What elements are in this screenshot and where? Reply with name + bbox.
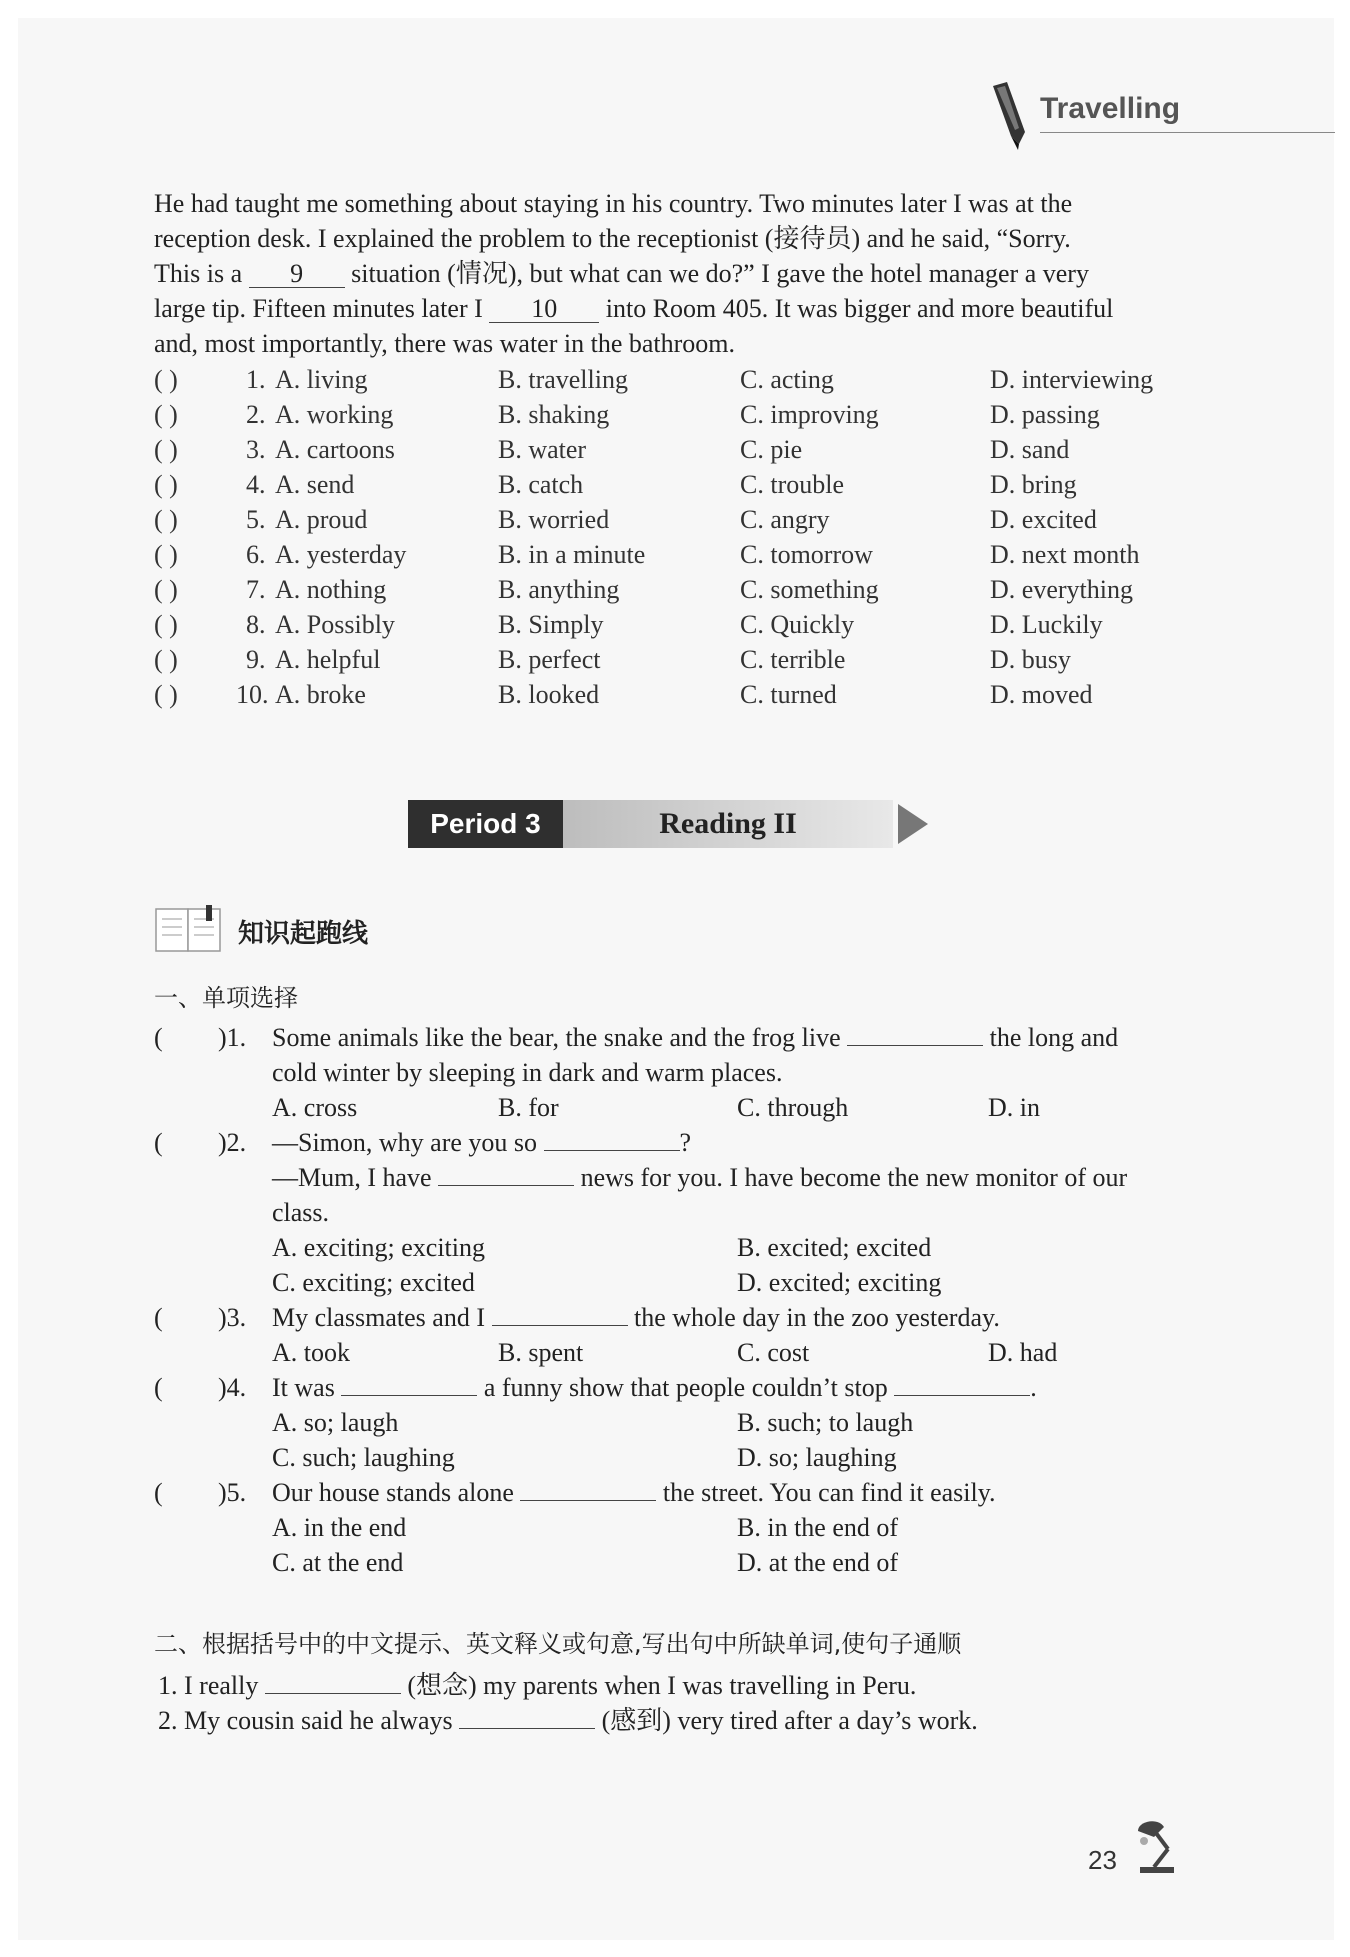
fill-sentence-2 <box>158 1703 1198 1738</box>
answer-paren[interactable]: ( <box>154 1303 163 1332</box>
question-stem <box>272 1125 1192 1300</box>
passage-line: and, most importantly, there was water in the bathroom. <box>154 329 736 358</box>
question-number: 4. <box>246 470 266 499</box>
passage-text: large tip. Fifteen minutes later I <box>154 294 490 323</box>
option-d: D. moved <box>990 680 1093 709</box>
answer-blank[interactable] <box>341 1395 477 1396</box>
option-b: B. shaking <box>498 400 610 429</box>
stem-line <box>272 1370 1192 1405</box>
option-c: C. terrible <box>740 645 846 674</box>
answer-paren[interactable]: ( <box>154 1373 163 1402</box>
option-c: C. at the end <box>272 1548 404 1577</box>
options-line <box>272 1510 1192 1545</box>
option-a: A. so; laugh <box>272 1408 399 1437</box>
fill-sentence-1 <box>158 1668 1198 1703</box>
option-c: C. something <box>740 575 879 604</box>
answer-blank[interactable] <box>520 1500 656 1501</box>
period-banner <box>408 800 928 848</box>
answer-blank[interactable] <box>894 1395 1030 1396</box>
option-a: A. Possibly <box>275 610 395 639</box>
question-stem <box>272 1475 1192 1580</box>
answer-blank[interactable] <box>438 1185 574 1186</box>
stem-line <box>272 1125 1192 1160</box>
option-d: D. busy <box>990 645 1071 674</box>
blank-10: 10 <box>489 296 599 323</box>
question-number: )3. <box>218 1303 247 1332</box>
option-a: A. cartoons <box>275 435 395 464</box>
cloze-passage <box>154 186 1184 361</box>
sentence-text: 1. I really <box>158 1671 265 1700</box>
passage-text: into Room 405. It was bigger and more beautiful <box>599 294 1114 323</box>
stem-line <box>272 1020 1192 1055</box>
option-b: B. excited; excited <box>737 1233 932 1262</box>
answer-paren[interactable]: ( ) <box>154 610 178 639</box>
answer-blank[interactable] <box>544 1150 680 1151</box>
option-d: D. interviewing <box>990 365 1154 394</box>
option-c: C. cost <box>737 1338 810 1367</box>
answer-paren[interactable]: ( ) <box>154 365 178 394</box>
option-b: B. catch <box>498 470 584 499</box>
chapter-title: Travelling <box>1040 92 1181 125</box>
option-b: B. spent <box>498 1338 584 1367</box>
options-line <box>272 1265 1192 1300</box>
options-line <box>272 1335 1192 1370</box>
stem-text: —Simon, why are you so <box>272 1128 544 1157</box>
option-d: D. Luckily <box>990 610 1103 639</box>
stem-line <box>272 1300 1192 1335</box>
option-c: C. pie <box>740 435 803 464</box>
stem-text: the whole day in the zoo yesterday. <box>627 1303 1000 1332</box>
option-c: C. angry <box>740 505 830 534</box>
passage-line: He had taught me something about staying in his country. Two minutes later I was at the <box>154 189 1073 218</box>
stem-text: My classmates and I <box>272 1303 492 1332</box>
option-c: C. turned <box>740 680 837 709</box>
option-d: D. everything <box>990 575 1133 604</box>
question-number: 7. <box>246 575 266 604</box>
question-stem <box>272 1300 1192 1370</box>
stem-line <box>272 1160 1192 1195</box>
option-a: A. cross <box>272 1093 358 1122</box>
lamp-icon <box>1124 1815 1184 1875</box>
stem-line <box>272 1475 1192 1510</box>
option-c: C. such; laughing <box>272 1443 455 1472</box>
option-b: B. such; to laugh <box>737 1408 914 1437</box>
options-line <box>272 1405 1192 1440</box>
question-number: 8. <box>246 610 266 639</box>
option-c: C. Quickly <box>740 610 855 639</box>
option-d: D. next month <box>990 540 1140 569</box>
question-number: 6. <box>246 540 266 569</box>
question-stem <box>272 1370 1192 1475</box>
options-line <box>272 1440 1192 1475</box>
option-d: D. so; laughing <box>737 1443 897 1472</box>
header-rule <box>1040 132 1335 133</box>
pen-icon <box>985 80 1035 150</box>
part1-heading: 一、单项选择 <box>154 984 298 1012</box>
option-b: B. water <box>498 435 587 464</box>
question-number: )5. <box>218 1478 247 1507</box>
question-number: 3. <box>246 435 266 464</box>
stem-text: It was <box>272 1373 342 1402</box>
option-d: D. had <box>988 1338 1058 1367</box>
stem-text: ? <box>679 1128 692 1157</box>
question-number: 10. <box>236 680 269 709</box>
option-d: D. sand <box>990 435 1070 464</box>
option-b: B. in the end of <box>737 1513 899 1542</box>
answer-blank[interactable] <box>492 1325 628 1326</box>
option-c: C. improving <box>740 400 879 429</box>
answer-paren[interactable]: ( ) <box>154 575 178 604</box>
section-title: 知识起跑线 <box>238 919 369 949</box>
blank-9: 9 <box>249 261 345 288</box>
option-c: C. acting <box>740 365 834 394</box>
sentence-text: (想念) my parents when I was travelling in Peru. <box>400 1671 917 1700</box>
option-d: D. at the end of <box>737 1548 899 1577</box>
stem-line: cold winter by sleeping in dark and warm places. <box>272 1058 783 1087</box>
options-line <box>272 1230 1192 1265</box>
option-b: B. looked <box>498 680 600 709</box>
answer-blank[interactable] <box>847 1045 983 1046</box>
answer-paren[interactable]: ( <box>154 1128 163 1157</box>
option-a: A. broke <box>275 680 366 709</box>
answer-paren[interactable]: ( <box>154 1478 163 1507</box>
answer-paren[interactable]: ( ) <box>154 400 178 429</box>
option-a: A. took <box>272 1338 350 1367</box>
passage-line <box>154 291 1184 326</box>
answer-paren[interactable]: ( ) <box>154 645 178 674</box>
options-line <box>272 1090 1192 1125</box>
book-icon <box>154 905 224 955</box>
answer-paren[interactable]: ( ) <box>154 680 178 709</box>
question-stem <box>272 1020 1192 1125</box>
question-number: )4. <box>218 1373 247 1402</box>
question-number: 9. <box>246 645 266 674</box>
option-c: C. exciting; excited <box>272 1268 475 1297</box>
question-number: 1. <box>246 365 266 394</box>
answer-paren[interactable]: ( ) <box>154 470 178 499</box>
answer-blank[interactable] <box>459 1728 595 1729</box>
sentence-text: (感到) very tired after a day’s work. <box>595 1706 978 1735</box>
stem-text: Our house stands alone <box>272 1478 521 1507</box>
option-d: D. passing <box>990 400 1100 429</box>
stem-text: —Mum, I have <box>272 1163 439 1192</box>
option-b: B. perfect <box>498 645 601 674</box>
answer-paren[interactable]: ( ) <box>154 505 178 534</box>
options-line <box>272 1545 1192 1580</box>
option-b: B. for <box>498 1093 559 1122</box>
part2-heading: 二、根据括号中的中文提示、英文释义或句意,写出句中所缺单词,使句子通顺 <box>154 1630 962 1658</box>
option-c: C. through <box>737 1093 849 1122</box>
question-1 <box>154 1020 1194 1125</box>
option-b: B. anything <box>498 575 620 604</box>
option-d: D. excited; exciting <box>737 1268 942 1297</box>
passage-line <box>154 256 1184 291</box>
page-number: 23 <box>1088 1845 1117 1875</box>
option-a: A. proud <box>275 505 368 534</box>
stem-text: news for you. I have become the new monitor of our <box>574 1163 1128 1192</box>
option-d: D. excited <box>990 505 1097 534</box>
option-c: C. trouble <box>740 470 844 499</box>
answer-blank[interactable] <box>265 1693 401 1694</box>
period-label: Period 3 <box>408 800 563 848</box>
arrow-right-icon <box>898 804 928 844</box>
stem-text: the long and <box>983 1023 1119 1052</box>
question-number: 5. <box>246 505 266 534</box>
question-number: )2. <box>218 1128 247 1157</box>
option-a: A. send <box>275 470 355 499</box>
stem-text: a funny show that people couldn’t stop <box>477 1373 895 1402</box>
page-header <box>985 80 1335 140</box>
option-a: A. nothing <box>275 575 387 604</box>
question-number: )1. <box>218 1023 247 1052</box>
option-d: D. bring <box>990 470 1077 499</box>
question-5 <box>154 1475 1194 1580</box>
option-a: A. working <box>275 400 394 429</box>
period-title: Reading II <box>563 800 893 848</box>
stem-text: the street. You can find it easily. <box>656 1478 996 1507</box>
question-number: 2. <box>246 400 266 429</box>
option-a: A. living <box>275 365 368 394</box>
sentence-text: 2. My cousin said he always <box>158 1706 460 1735</box>
answer-paren[interactable]: ( ) <box>154 435 178 464</box>
stem-text: . <box>1030 1373 1037 1402</box>
option-a: A. yesterday <box>275 540 407 569</box>
stem-text: Some animals like the bear, the snake and the frog live <box>272 1023 848 1052</box>
option-b: B. travelling <box>498 365 628 394</box>
question-3 <box>154 1300 1194 1370</box>
question-2 <box>154 1125 1194 1300</box>
answer-paren[interactable]: ( <box>154 1023 163 1052</box>
stem-line: class. <box>272 1198 330 1227</box>
option-b: B. worried <box>498 505 610 534</box>
option-b: B. in a minute <box>498 540 646 569</box>
answer-paren[interactable]: ( ) <box>154 540 178 569</box>
option-d: D. in <box>988 1093 1040 1122</box>
option-a: A. exciting; exciting <box>272 1233 486 1262</box>
option-a: A. in the end <box>272 1513 407 1542</box>
question-4 <box>154 1370 1194 1475</box>
option-a: A. helpful <box>275 645 381 674</box>
passage-line: reception desk. I explained the problem to the receptionist (接待员) and he said, “Sorry. <box>154 224 1071 253</box>
passage-text: situation (情况), but what can we do?” I gave the hotel manager a very <box>344 259 1089 288</box>
option-b: B. Simply <box>498 610 604 639</box>
option-c: C. tomorrow <box>740 540 873 569</box>
passage-text: This is a <box>154 259 249 288</box>
